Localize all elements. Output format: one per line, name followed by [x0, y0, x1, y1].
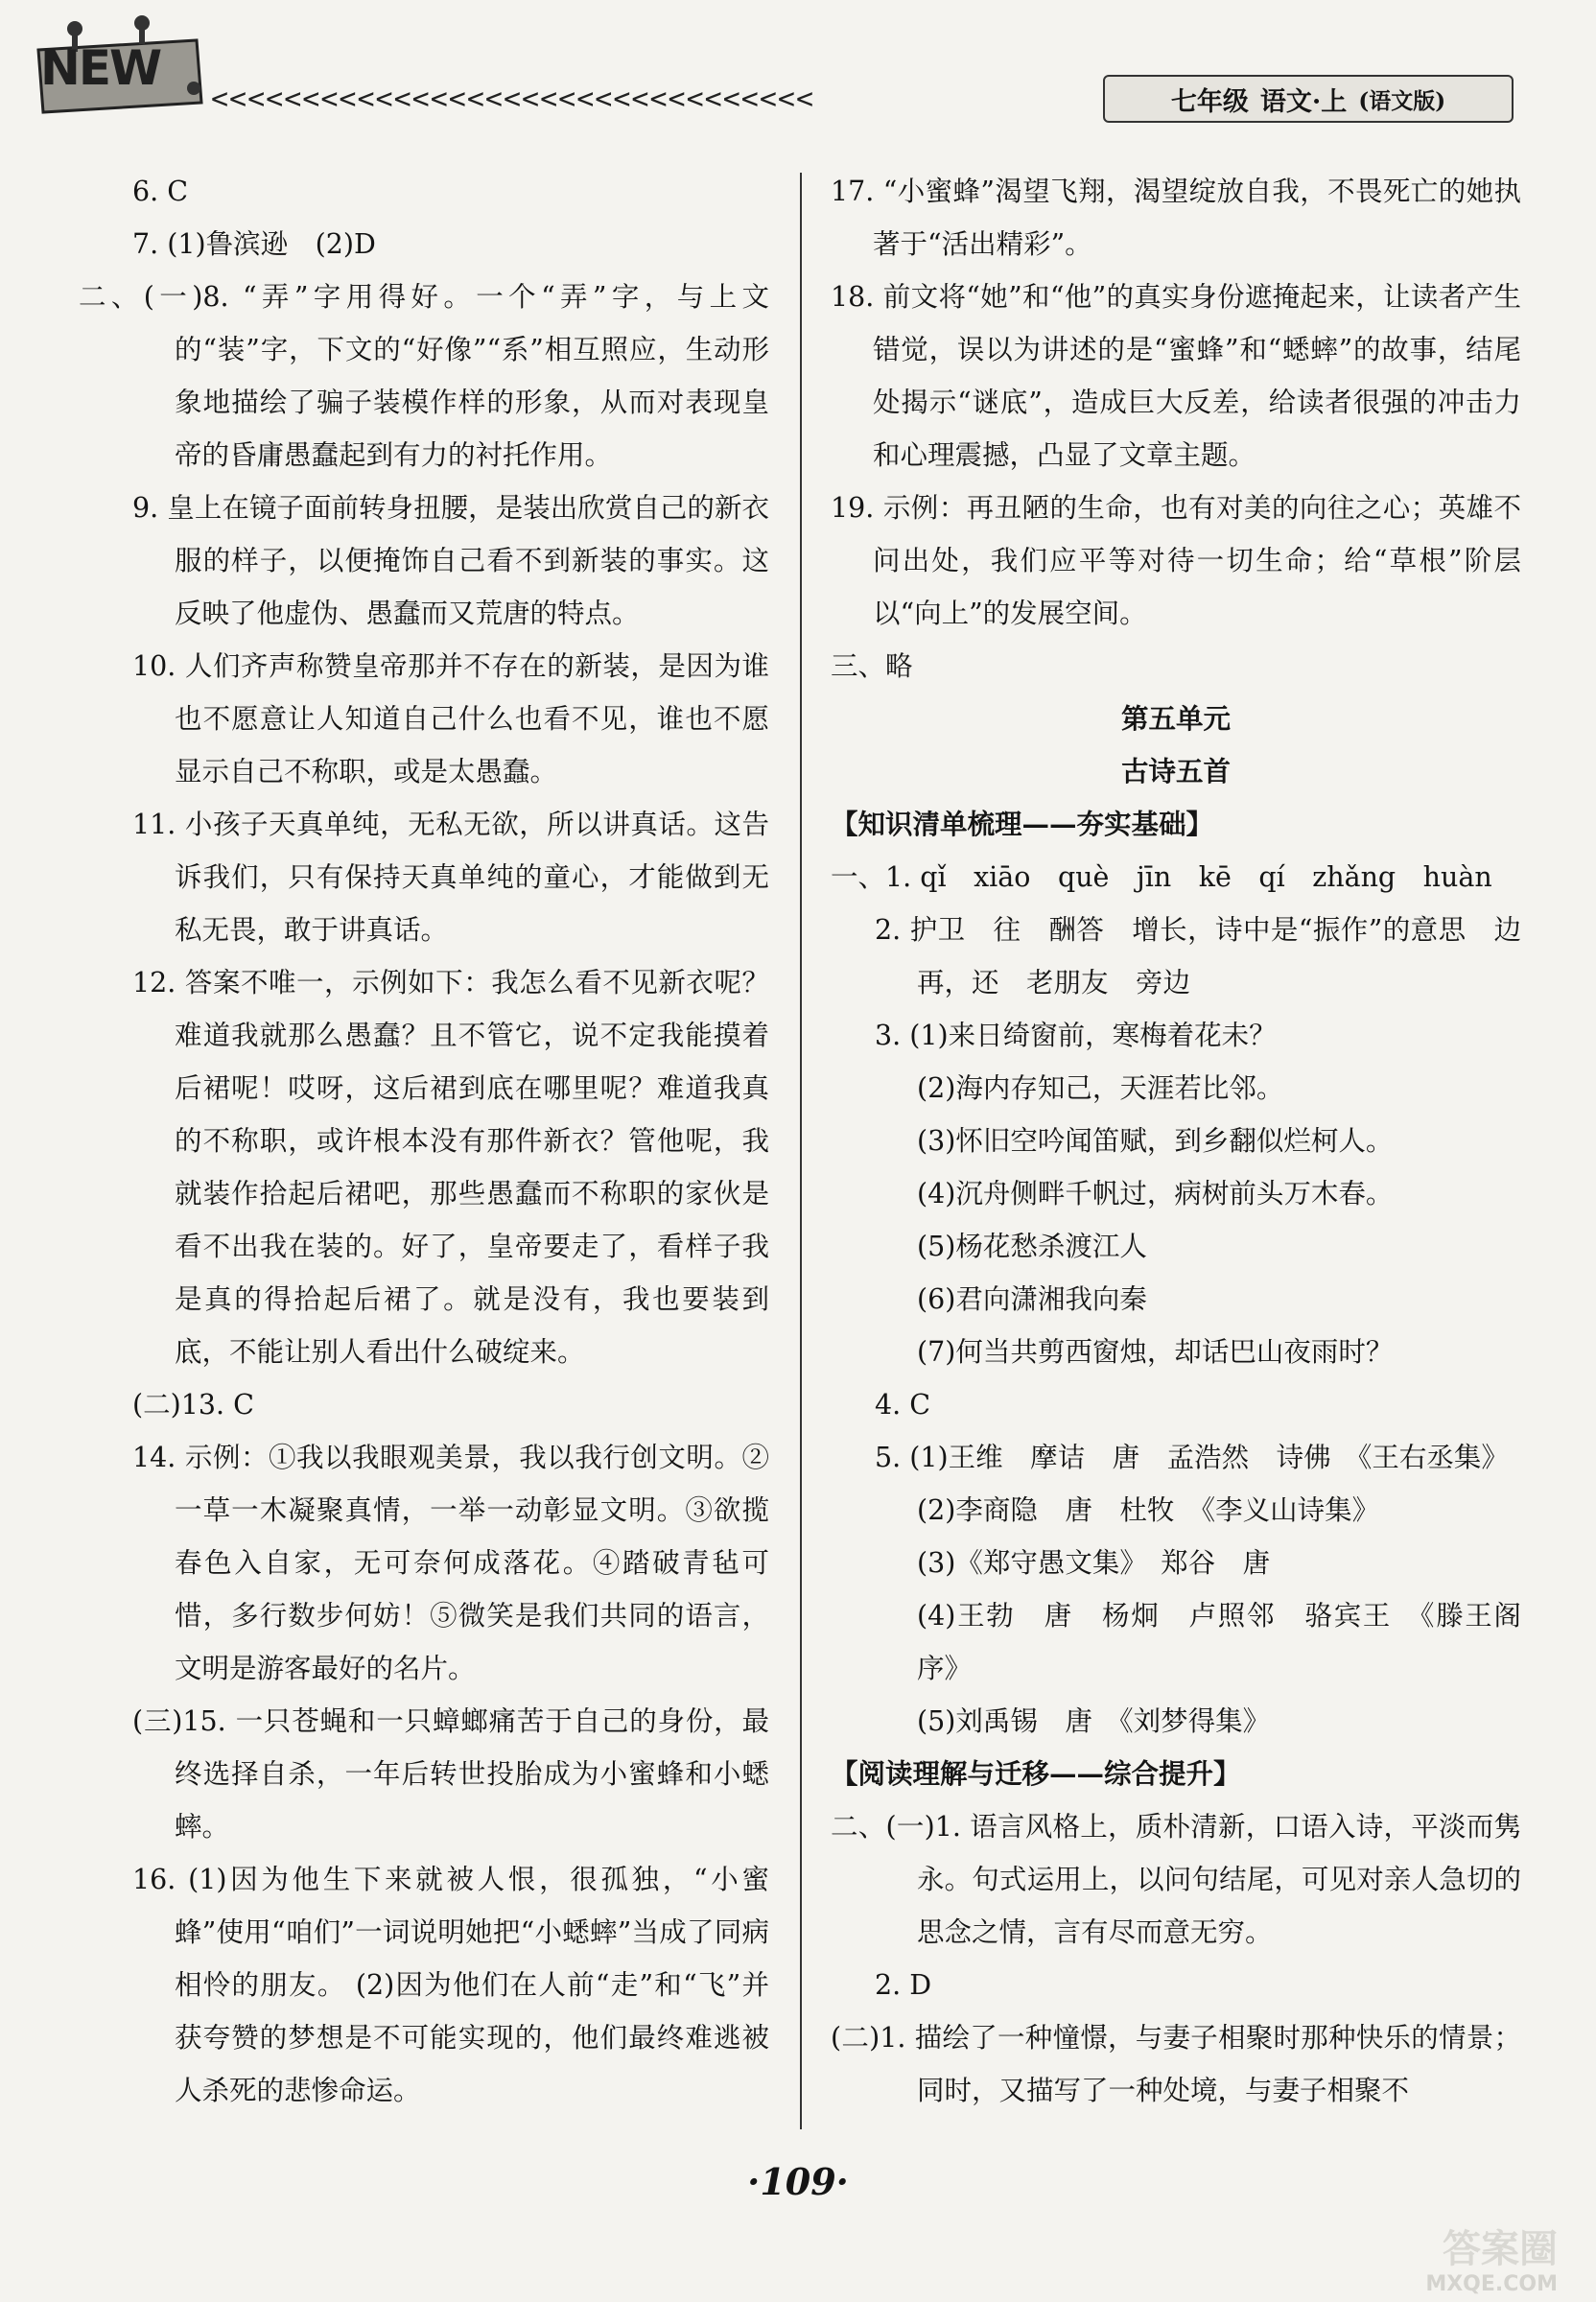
answer-item: 10. 人们齐声称赞皇帝那并不存在的新装，是因为谁也不愿意让人知道自己什么也看不见，谁也不愿显示自己不称职，或是太愚蠢。	[132, 650, 769, 787]
section-heading: 第五单元	[1120, 702, 1231, 735]
answer-item: 18. 前文将“她”和“他”的真实身份遮掩起来，让读者产生错觉，误以为讲述的是“蜜蜂”和“蟋蟀”的故事，结尾处揭示“谜底”，造成巨大反差，给读者很强的冲击力和心理震撼，凸显了文章主题。	[831, 281, 1521, 471]
answer-item: 6. C	[132, 176, 189, 207]
edition-label: (语文版)	[1358, 87, 1446, 114]
answer-item: 14. 示例：①我以我眼观美景，我以我行创文明。②一草一木凝聚真情，一举一动彰显文明。③欲揽春色入自家，无可奈何成落花。④踏破青毡可惜，多行数步何妨！⑤微笑是我们共同的语言，文明是游客最好的名片。	[132, 1442, 769, 1684]
header-grade-box	[1103, 75, 1514, 123]
subject-label: 语文·上	[1259, 86, 1348, 117]
answer-item: (6)君向潇湘我向秦	[917, 1283, 1147, 1315]
logo-text: NEW	[40, 40, 161, 96]
answer-item: 二、(一)8. “弄”字用得好。一个“弄”字，与上文的“装”字，下文的“好像”“系”相互照应，生动形象地描绘了骗子装模作样的形象，从而对表现皇帝的昏庸愚蠢起到有力的衬托作用。	[79, 281, 769, 471]
watermark-url: MXQE.COM	[1425, 2272, 1558, 2296]
answer-item: 16. (1)因为他生下来就被人恨，很孤独，“小蜜蜂”使用“咱们”一词说明她把“小蟋蟀”当成了同病相怜的朋友。 (2)因为他们在人前“走”和“飞”并获夸赞的梦想是不可能实现的，他们最终难逃被人杀死的悲惨命运。	[132, 1864, 769, 2106]
answer-item: 3. (1)来日绮窗前，寒梅着花未？	[875, 1020, 1277, 1051]
answer-item: 一、1. qǐ xiāo què jīn kē qí zhǎng huàn	[831, 861, 1492, 893]
answer-item: (2)李商隐 唐 杜牧 《李义山诗集》	[917, 1494, 1380, 1526]
answer-item: (三)15. 一只苍蝇和一只蟑螂痛苦于自己的身份，最终选择自杀，一年后转世投胎成为小蜜蜂和小蟋蟀。	[132, 1705, 769, 1843]
answer-item: (3)《郑守愚文集》 郑谷 唐	[917, 1547, 1271, 1579]
page-number: ·109·	[747, 2160, 849, 2203]
answer-item: 7. (1)鲁滨逊 (2)D	[132, 228, 376, 260]
answer-item: 11. 小孩子天真单纯，无私无欲，所以讲真话。这告诉我们，只有保持天真单纯的童心，才能做到无私无畏，敢于讲真话。	[132, 809, 769, 946]
answer-item: 二、(一)1. 语言风格上，质朴清新，口语入诗，平淡而隽永。句式运用上，以问句结尾，可见对亲人急切的思念之情，言有尽而意无穷。	[831, 1811, 1521, 1948]
answer-item: (二)1. 描绘了一种憧憬，与妻子相聚时那种快乐的情景；同时，又描写了一种处境，与妻子相聚不	[831, 2022, 1521, 2106]
answer-item: 4. C	[875, 1389, 931, 1421]
answer-item: 2. D	[875, 1969, 932, 2001]
answer-item: 2. 护卫 往 酬答 增长，诗中是“振作”的意思 边 再，还 老朋友 旁边	[875, 914, 1549, 998]
left-column	[79, 165, 769, 2117]
answer-item: (3)怀旧空吟闻笛赋，到乡翻似烂柯人。	[917, 1125, 1394, 1157]
section-heading: 古诗五首	[1120, 755, 1231, 787]
right-column	[831, 165, 1549, 2117]
answer-item: 5. (1)王维 摩诘 唐 孟浩然 诗佛 《王右丞集》	[875, 1442, 1509, 1473]
answer-item: (5)刘禹锡 唐 《刘梦得集》	[917, 1705, 1271, 1737]
column-divider	[800, 173, 802, 2129]
header-chevron-rule: <<<<<<<<<<<<<<<<<<<<<<<<<<<<<<<<<	[211, 82, 815, 116]
answer-item: 三、略	[831, 650, 913, 682]
grade-label: 七年级	[1170, 86, 1249, 117]
answer-item: 9. 皇上在镜子面前转身扭腰，是装出欣赏自己的新衣服的样子，以便掩饰自己看不到新装的事实。这反映了他虚伪、愚蠢而又荒唐的特点。	[132, 492, 769, 629]
answer-item: (4)王勃 唐 杨炯 卢照邻 骆宾王 《滕王阁序》	[917, 1600, 1521, 1684]
answer-item: (5)杨花愁杀渡江人	[917, 1231, 1147, 1262]
answer-item: 12. 答案不唯一，示例如下：我怎么看不见新衣呢？难道我就那么愚蠢？且不管它，说不定我能摸着后裙呢！哎呀，这后裙到底在哪里呢？难道我真的不称职，或许根本没有那件新衣？管他呢，我就装作拾起后裙吧，那些愚蠢而不称职的家伙是看不出我在装的。好了，皇帝要走了，看样子我是真的得拾起后裙了。就是没有，我也要装到底，不能让别人看出什么破绽来。	[132, 967, 769, 1368]
answer-item: (二)13. C	[132, 1389, 254, 1421]
subsection-label: 【阅读理解与迁移——综合提升】	[831, 1757, 1241, 1790]
answer-item: (7)何当共剪西窗烛，却话巴山夜雨时？	[917, 1336, 1394, 1368]
answer-item: (2)海内存知己，天涯若比邻。	[917, 1072, 1284, 1104]
watermark: 答案圈	[1443, 2227, 1558, 2271]
answer-item: 17. “小蜜蜂”渴望飞翔，渴望绽放自我，不畏死亡的她执著于“活出精彩”。	[831, 176, 1521, 260]
answer-item: (4)沉舟侧畔千帆过，病树前头万木春。	[917, 1178, 1394, 1210]
subsection-label: 【知识清单梳理——夯实基础】	[831, 808, 1214, 840]
answer-item: 19. 示例：再丑陋的生命，也有对美的向往之心；英雄不问出处，我们应平等对待一切生命；给“草根”阶层以“向上”的发展空间。	[831, 492, 1521, 629]
